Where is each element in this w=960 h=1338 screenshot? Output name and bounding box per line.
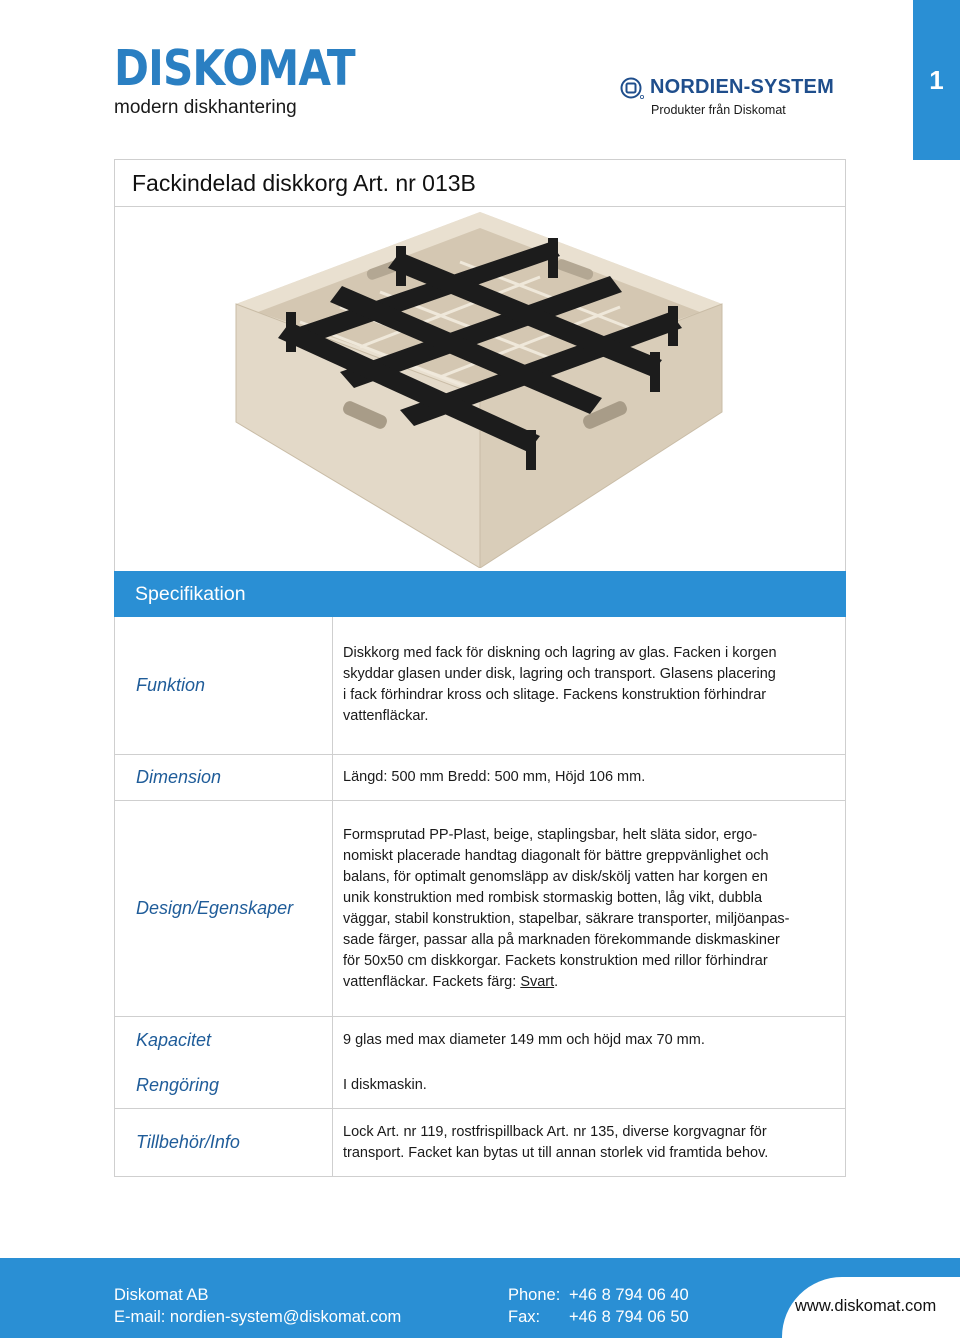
design-last-suffix: . [554,974,559,990]
tillbehor-line: transport. Facket kan bytas ut till annan storlek vid framtida behov. [343,1145,769,1161]
rengoring-value: I diskmaskin. [343,1077,427,1093]
design-line-last [343,972,790,993]
footer-website-badge [782,1277,960,1338]
tillbehor-line: Lock Art. nr 119, rostfrispillback Art. nr 135, diverse korgvagnar för [343,1124,767,1140]
page-number: 1 [929,64,944,95]
dimension-label: Dimension [136,767,222,787]
nordien-system-name: NORDIEN-SYSTEM [650,76,834,98]
footer-company: Diskomat AB [114,1286,209,1304]
funktion-line: Diskkorg med fack för diskning och lagring av glas. Facken i korgen [343,645,777,661]
design-line: Formsprutad PP-Plast, beige, staplingsbar, helt släta sidor, ergo- [343,827,758,843]
spec-row-divider [114,800,846,801]
spec-row-divider [114,754,846,755]
design-line: nomiskt placerade handtag diagonalt för bättre greppvänlighet och [343,848,769,864]
design-line: sade färger, passar alla på marknaden förekommande diskmaskiner [343,932,780,948]
funktion-line: i fack förhindrar kross och slitage. Fackens konstruktion förhindrar [343,687,767,703]
footer-website-link[interactable]: www.diskomat.com [795,1297,937,1315]
design-line: för 50x50 cm diskkorgar. Fackets konstruktion med rillor förhindrar [343,953,768,969]
spec-row-divider [114,1108,846,1109]
spec-row-divider [114,1016,846,1017]
nordien-emblem-icon [620,77,644,99]
logo-tagline: modern diskhantering [114,97,297,118]
funktion-label: Funktion [136,675,206,695]
design-label: Design/Egenskaper [136,898,294,918]
kapacitet-label: Kapacitet [136,1030,212,1050]
nordien-tagline: Produkter från Diskomat [651,103,786,117]
title-divider [114,206,846,207]
design-last-prefix: vattenfläckar. Fackets färg: [343,974,521,990]
diskomat-logo [114,40,394,119]
funktion-line: skyddar glasen under disk, lagring och transport. Glasens placering [343,666,776,682]
product-image [230,212,730,568]
rengoring-label: Rengöring [136,1075,220,1095]
footer-phone-label: Phone: [508,1286,561,1304]
design-line: unik konstruktion med rombisk stormaskig botten, låg vikt, dubbla [343,890,763,906]
page-number-tab [913,0,960,160]
design-line: balans, för optimalt genomsläpp av disk/skölj vatten har korgen en [343,869,768,885]
spec-header [114,571,846,617]
funktion-value [343,643,777,727]
nordien-system-logo [620,76,834,117]
funktion-line: vattenfläckar. [343,708,429,724]
footer-phone: +46 8 794 06 40 [569,1286,689,1304]
design-line: väggar, stabil konstruktion, stapelbar, säkrare transporter, miljöanpas- [343,911,790,927]
logo-wordmark: DISKOMAT [114,40,355,97]
dimension-value: Längd: 500 mm Bredd: 500 mm, Höjd 106 mm. [343,769,646,785]
footer-fax: +46 8 794 06 50 [569,1308,689,1326]
design-value [343,825,790,993]
kapacitet-value: 9 glas med max diameter 149 mm och höjd max 70 mm. [343,1032,705,1048]
product-title: Fackindelad diskkorg Art. nr 013B [132,170,476,196]
tillbehor-label: Tillbehör/Info [136,1132,240,1152]
spec-header-label: Specifikation [135,582,246,605]
tillbehor-value [343,1122,768,1164]
footer-email[interactable]: E-mail: nordien-system@diskomat.com [114,1308,402,1326]
spec-column-divider [332,617,333,1177]
design-color-word: Svart [520,974,555,990]
footer-fax-label: Fax: [508,1308,541,1326]
